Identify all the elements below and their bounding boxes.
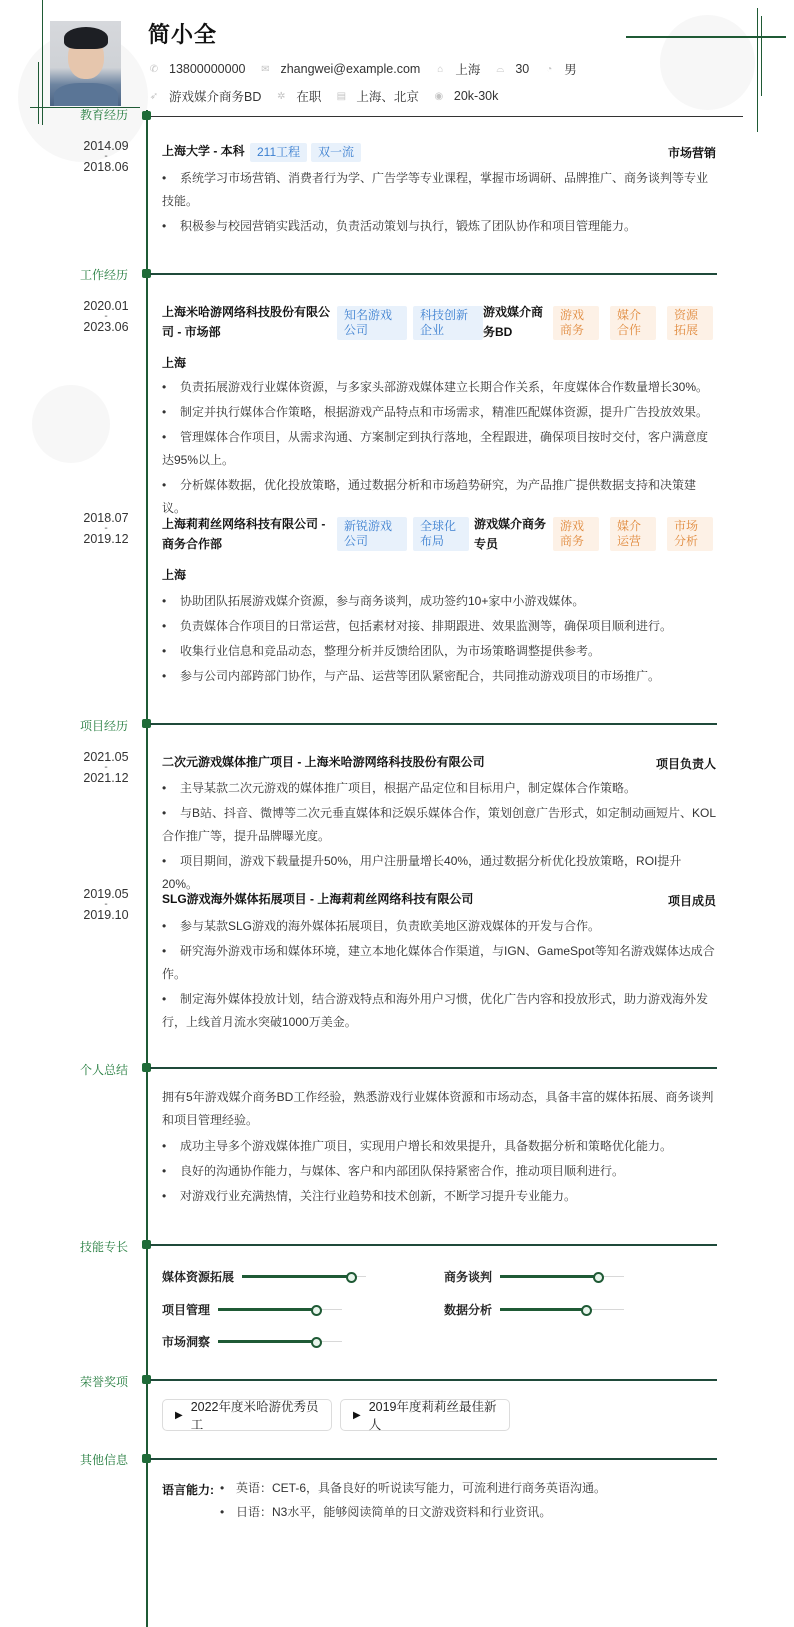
skill-knob <box>311 1305 322 1316</box>
age-icon: ⌓ <box>496 63 505 75</box>
date-range: 2019.05 - 2019.10 <box>83 887 129 922</box>
avatar-photo <box>50 21 121 106</box>
section-title-skills: 技能专长 <box>80 1240 129 1254</box>
mail-icon: ✉ <box>261 63 270 75</box>
list-item: • 良好的沟通协作能力，与媒体、客户和内部团队保持紧密合作，推动项目顺利进行。 <box>162 1160 717 1183</box>
section-divider <box>150 1458 717 1460</box>
phone-value: 13800000000 <box>169 62 246 76</box>
role-title: 游戏媒介商务BD <box>483 305 544 339</box>
education-bullets <box>162 167 717 240</box>
school-tag: 211工程 <box>250 143 307 162</box>
status-item <box>275 87 321 105</box>
company-title: 上海米哈游网络科技股份有限公司 - 市场部 <box>162 305 331 339</box>
skill-level-bar <box>218 1305 342 1315</box>
skill-item <box>162 1333 342 1350</box>
status-value: 在职 <box>296 90 322 104</box>
status-icon: ✲ <box>277 90 286 102</box>
language-label: 语言能力: <box>162 1483 214 1497</box>
skill-knob <box>581 1305 592 1316</box>
decor-line <box>150 116 743 117</box>
target-city-item <box>335 87 419 105</box>
section-title-other: 其他信息 <box>80 1453 129 1467</box>
section-divider <box>150 1379 717 1381</box>
list-item: • 制定并执行媒体合作策略，根据游戏产品特点和市场需求，精准匹配媒体资源，提升广告投放效果。 <box>162 401 717 424</box>
send-icon: ➶ <box>149 90 159 102</box>
gender-icon: ◔ <box>546 63 553 75</box>
role-tag: 游戏商务 <box>553 306 599 340</box>
list-item: • 收集行业信息和竞品动态，整理分析并反馈给团队，为市场策略调整提供参考。 <box>162 640 717 663</box>
candidate-name: 简小全 <box>148 22 218 47</box>
decor-line <box>42 0 43 125</box>
date-range: 2018.07 - 2019.12 <box>83 511 129 546</box>
decor-line <box>38 62 39 124</box>
decor-circle <box>660 15 755 110</box>
salary-item <box>433 89 498 103</box>
skill-name: 项目管理 <box>162 1303 211 1317</box>
skill-level-bar <box>500 1272 624 1282</box>
skill-level-bar <box>242 1272 366 1282</box>
project-role: 项目负责人 <box>655 757 716 771</box>
project-title: SLG游戏海外媒体拓展项目 - 上海莉莉丝网络科技有限公司 <box>162 892 474 906</box>
project-bullets <box>162 915 717 1036</box>
skill-knob <box>346 1272 357 1283</box>
list-item: • 管理媒体合作项目，从需求沟通、方案制定到执行落地，全程跟进，确保项目按时交付，客户满意度达95%以上。 <box>162 426 717 472</box>
phone-item <box>148 62 245 76</box>
decor-line <box>761 16 762 96</box>
list-item: • 协助团队拓展游戏媒介资源，参与商务谈判，成功签约10+家中小游戏媒体。 <box>162 590 717 613</box>
summary-bullets <box>162 1135 717 1210</box>
work-bullets <box>162 590 717 690</box>
home-icon: ⌂ <box>437 63 444 75</box>
company-tag: 知名游戏公司 <box>337 306 407 340</box>
gender-item <box>543 60 577 78</box>
gender-value: 男 <box>564 63 577 77</box>
skill-item <box>444 1268 624 1285</box>
list-item: • 参与某款SLG游戏的海外媒体拓展项目，负责欧美地区游戏媒体的开发与合作。 <box>162 915 717 938</box>
salary-icon: ◉ <box>434 90 444 102</box>
date-range: 2020.01 - 2023.06 <box>83 299 129 334</box>
role-tag: 媒介合作 <box>610 306 656 340</box>
list-item: • 制定海外媒体投放计划，结合游戏特点和海外用户习惯，优化广告内容和投放形式，助力游戏海外发行，上线首月流水突破1000万美金。 <box>162 988 717 1034</box>
section-divider <box>150 273 717 275</box>
role-tag: 媒介运营 <box>610 517 656 551</box>
list-item: • 日语：N3水平，能够阅读简单的日文游戏资料和行业资讯。 <box>220 1500 606 1524</box>
section-divider <box>150 723 717 725</box>
list-item: • 项目期间，游戏下载量提升50%，用户注册量增长40%，通过数据分析优化投放策略，ROI提升20%。 <box>162 850 717 896</box>
list-item: • 主导某款二次元游戏的媒体推广项目，根据产品定位和目标用户，制定媒体合作策略。 <box>162 777 717 800</box>
triangle-right-icon: ▶ <box>175 1409 183 1421</box>
decor-line <box>757 8 758 132</box>
project-role: 项目成员 <box>667 894 716 908</box>
skill-name: 媒体资源拓展 <box>162 1270 235 1284</box>
school-title: 上海大学 - 本科 <box>162 144 245 158</box>
list-item: • 系统学习市场营销、消费者行为学、广告学等专业课程，掌握市场调研、品牌推广、商务谈判等专业技能。 <box>162 167 717 213</box>
section-title-awards: 荣誉奖项 <box>80 1375 129 1389</box>
section-title-work: 工作经历 <box>80 268 129 282</box>
company-tag: 全球化布局 <box>413 517 469 551</box>
company-title: 上海莉莉丝网络科技有限公司 - 商务合作部 <box>162 517 326 551</box>
contact-row <box>148 60 591 78</box>
job-row <box>148 87 512 105</box>
list-item: • 分析媒体数据，优化投放策略，通过数据分析和市场趋势研究，为产品推广提供数据支持和决策建议。 <box>162 474 717 520</box>
company-tag: 科技创新企业 <box>413 306 483 340</box>
award-badge <box>340 1399 510 1431</box>
award-label: 2019年度莉莉丝最佳新人 <box>368 1400 497 1432</box>
triangle-right-icon: ▶ <box>353 1409 361 1421</box>
decor-circle <box>32 385 110 463</box>
summary-intro: 拥有5年游戏媒介商务BD工作经验，熟悉游戏行业媒体资源和市场动态，具备丰富的媒体拓展、商务谈判和项目管理经验。 <box>162 1090 714 1127</box>
skill-item <box>162 1301 342 1318</box>
list-item: • 与B站、抖音、微博等二次元垂直媒体和泛娱乐媒体合作，策划创意广告形式，如定制动画短片、KOL合作推广等，提升品牌曝光度。 <box>162 802 717 848</box>
email-value: zhangwei@example.com <box>280 62 421 76</box>
skill-name: 商务谈判 <box>444 1270 493 1284</box>
target-city-value: 上海、北京 <box>356 90 419 104</box>
skill-knob <box>593 1272 604 1283</box>
date-range: 2014.09 - 2018.06 <box>83 139 129 174</box>
age-item <box>494 62 529 76</box>
skill-level-bar <box>500 1305 624 1315</box>
city-value: 上海 <box>455 63 481 77</box>
role-tag: 游戏商务 <box>553 517 599 551</box>
list-item: • 参与公司内部跨部门协作，与产品、运营等团队紧密配合，共同推动游戏项目的市场推广。 <box>162 665 717 688</box>
target-job-value: 游戏媒介商务BD <box>169 90 262 104</box>
section-divider <box>150 1244 717 1246</box>
age-value: 30 <box>515 62 530 76</box>
major: 市场营销 <box>667 146 716 160</box>
city-item <box>434 60 480 78</box>
skill-item <box>444 1301 624 1318</box>
section-title-education: 教育经历 <box>80 108 129 122</box>
company-tag: 新锐游戏公司 <box>337 517 407 551</box>
timeline-axis <box>146 110 148 1627</box>
role-tag: 资源拓展 <box>667 306 713 340</box>
work-location: 上海 <box>162 568 187 582</box>
target-job-item <box>148 87 261 105</box>
skill-name: 市场洞察 <box>162 1335 211 1349</box>
section-dot <box>142 111 151 120</box>
list-item: • 成功主导多个游戏媒体推广项目，实现用户增长和效果提升，具备数据分析和策略优化能力。 <box>162 1135 717 1158</box>
skill-knob <box>311 1337 322 1348</box>
skill-level-bar <box>218 1337 342 1347</box>
decor-line <box>626 36 786 38</box>
skill-name: 数据分析 <box>444 1303 493 1317</box>
list-item: • 负责拓展游戏行业媒体资源，与多家头部游戏媒体建立长期合作关系，年度媒体合作数量增长30%。 <box>162 376 717 399</box>
language-list <box>220 1476 606 1524</box>
building-icon: ▤ <box>336 90 347 102</box>
list-item: • 积极参与校园营销实践活动，负责活动策划与执行，锻炼了团队协作和项目管理能力。 <box>162 215 717 238</box>
section-divider <box>150 1067 717 1069</box>
phone-icon: ✆ <box>149 63 159 75</box>
role-title: 游戏媒介商务专员 <box>474 517 547 551</box>
role-tag: 市场分析 <box>667 517 713 551</box>
project-bullets <box>162 777 717 898</box>
list-item: • 英语：CET-6，具备良好的听说读写能力，可流利进行商务英语沟通。 <box>220 1476 606 1500</box>
email-item <box>259 62 420 76</box>
award-badge <box>162 1399 332 1431</box>
project-title: 二次元游戏媒体推广项目 - 上海米哈游网络科技股份有限公司 <box>162 755 485 769</box>
skill-item <box>162 1268 366 1285</box>
list-item: • 对游戏行业充满热情，关注行业趋势和技术创新，不断学习提升专业能力。 <box>162 1185 717 1208</box>
section-title-summary: 个人总结 <box>80 1063 129 1077</box>
work-location: 上海 <box>162 356 187 370</box>
list-item: • 负责媒体合作项目的日常运营，包括素材对接、排期跟进、效果监测等，确保项目顺利进行。 <box>162 615 717 638</box>
work-bullets <box>162 376 717 522</box>
award-label: 2022年度米哈游优秀员工 <box>190 1400 319 1432</box>
date-range: 2021.05 - 2021.12 <box>83 750 129 785</box>
school-tag: 双一流 <box>311 143 361 162</box>
salary-value: 20k-30k <box>453 89 499 103</box>
list-item: • 研究海外游戏市场和媒体环境，建立本地化媒体合作渠道，与IGN、GameSpot等知名游戏媒体达成合作。 <box>162 940 717 986</box>
section-title-projects: 项目经历 <box>80 719 129 733</box>
